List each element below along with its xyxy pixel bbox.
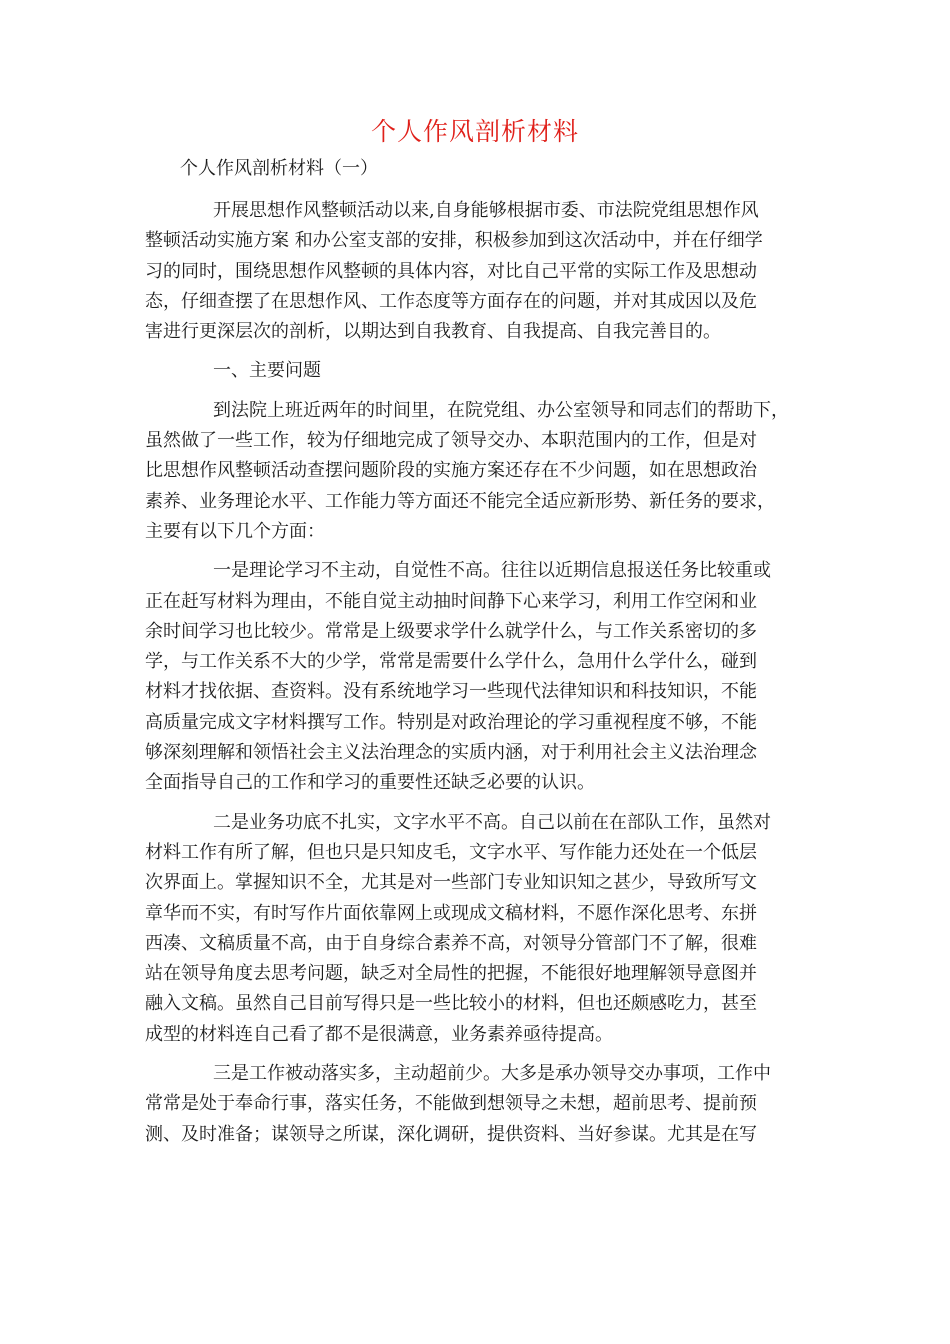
paragraph-line: 一是理论学习不主动，自觉性不高。往往以近期信息报送任务比较重或 (213, 560, 771, 582)
paragraph-line: 习的同时，围绕思想作风整顿的具体内容，对比自己平常的实际工作及思想动 (145, 260, 757, 282)
document-body (145, 196, 813, 1159)
paragraph-line: 比思想作风整顿活动查摆问题阶段的实施方案还存在不少问题，如在思想政治 (145, 460, 757, 482)
paragraph-line: 高质量完成文字材料撰写工作。特别是对政治理论的学习重视程度不够，不能 (145, 711, 757, 733)
paragraph-line: 正在赶写材料为理由，不能自觉主动抽时间静下心来学习，利用工作空闲和业 (145, 590, 757, 612)
paragraph-line: 三是工作被动落实多，主动超前少。大多是承办领导交办事项，工作中 (213, 1063, 771, 1085)
paragraph-point-three (145, 1059, 813, 1150)
section-heading-main-problems: 一、主要问题 (213, 360, 321, 382)
paragraph-line: 常常是处于奉命行事，落实任务，不能做到想领导之未想，超前思考、提前预 (145, 1093, 757, 1115)
paragraph-point-one (145, 556, 813, 798)
paragraph-line: 开展思想作风整顿活动以来,自身能够根据市委、市法院党组思想作风 (213, 200, 759, 221)
paragraph-line: 二是业务功底不扎实，文字水平不高。自己以前在在部队工作，虽然对 (213, 811, 771, 833)
paragraph-line: 站在领导角度去思考问题，缺乏对全局性的把握，不能很好地理解领导意图并 (145, 963, 757, 985)
paragraph-line: 西凑、文稿质量不高，由于自身综合素养不高，对领导分管部门不了解，很难 (145, 932, 757, 954)
paragraph-intro (145, 196, 813, 347)
paragraph-line: 余时间学习也比较少。常常是上级要求学什么就学什么，与工作关系密切的多 (145, 620, 757, 642)
paragraph-line: 成型的材料连自己看了都不是很满意，业务素养亟待提高。 (145, 1023, 613, 1045)
paragraph-point-two (145, 808, 813, 1050)
paragraph-line: 材料才找依据、查资料。没有系统地学习一些现代法律知识和科技知识，不能 (145, 681, 757, 703)
paragraph-line: 材料工作有所了解，但也只是只知皮毛，文字水平、写作能力还处在一个低层 (145, 841, 757, 863)
document-title: 个人作风剖析材料 (370, 117, 579, 146)
paragraph-line: 融入文稿。虽然自己目前写得只是一些比较小的材料，但也还颇感吃力，甚至 (145, 993, 757, 1015)
paragraph-line: 素养、业务理论水平、工作能力等方面还不能完全适应新形势、新任务的要求， (145, 490, 775, 512)
paragraph-line: 次界面上。掌握知识不全，尤其是对一些部门专业知识知之甚少，导致所写文 (145, 872, 757, 894)
paragraph-line: 够深刻理解和领悟社会主义法治理念的实质内涵，对于利用社会主义法治理念 (145, 742, 757, 764)
paragraph-line: 章华而不实，有时写作片面依靠网上或现成文稿材料，不愿作深化思考、东拼 (145, 902, 757, 924)
paragraph-line: 全面指导自己的工作和学习的重要性还缺乏必要的认识。 (145, 772, 595, 794)
paragraph-line: 主要有以下几个方面： (145, 520, 325, 542)
paragraph-line: 害进行更深层次的剖析，以期达到自我教育、自我提高、自我完善目的。 (145, 321, 721, 343)
paragraph-overview (145, 396, 813, 547)
paragraph-line: 学，与工作关系不大的少学，常常是需要什么学什么，急用什么学什么，碰到 (145, 651, 757, 673)
paragraph-line: 整顿活动实施方案 和办公室支部的安排，积极参加到这次活动中，并在仔细学 (145, 230, 763, 252)
paragraph-line: 测、及时准备；谋领导之所谋，深化调研，提供资料、当好参谋。尤其是在写 (145, 1123, 757, 1145)
document-subtitle: 个人作风剖析材料（一） (180, 158, 378, 179)
paragraph-line: 态，仔细查摆了在思想作风、工作态度等方面存在的问题，并对其成因以及危 (145, 290, 757, 312)
paragraph-line: 到法院上班近两年的时间里，在院党组、办公室领导和同志们的帮助下， (213, 399, 789, 421)
paragraph-line: 虽然做了一些工作，较为仔细地完成了领导交办、本职范围内的工作，但是对 (145, 430, 757, 452)
